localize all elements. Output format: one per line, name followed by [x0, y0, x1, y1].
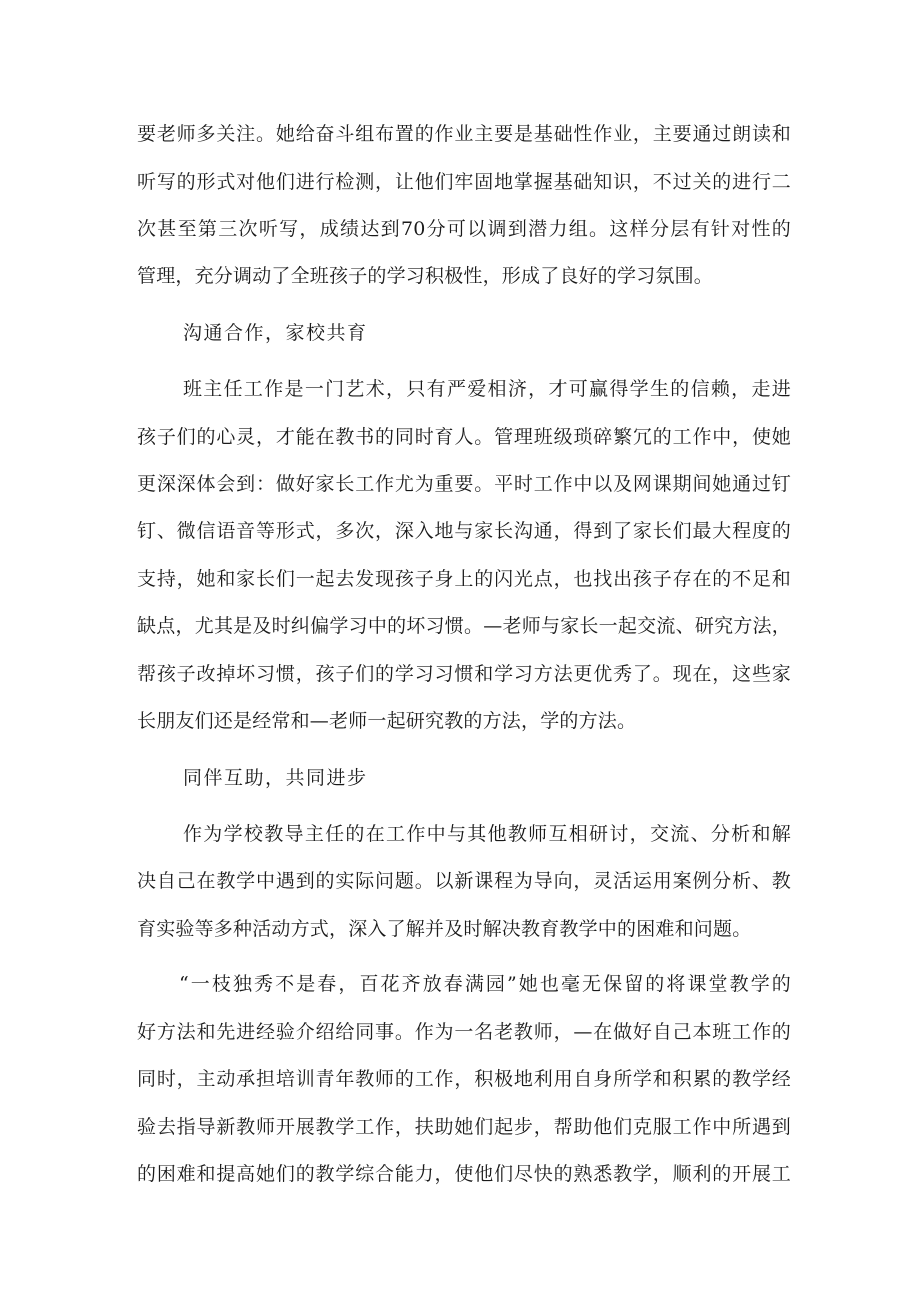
paragraph-2-line-6: 缺点，尤其是及时纠偏学习中的坏习惯。—老师与家长一起交流、研究方法，	[137, 615, 791, 637]
paragraph-1-line-4: 管理，充分调动了全班孩子的学习积极性，形成了良好的学习氛围。	[137, 265, 714, 287]
paragraph-4-line-3: 同时，主动承担培训青年教师的工作，积极地利用自身所学和积累的教学经	[137, 1068, 791, 1090]
section-heading-home-school: 沟通合作，家校共育	[183, 322, 368, 344]
paragraph-3-line-2: 决自己在教学中遇到的实际问题。以新课程为导向，灵活运用案例分析、教	[137, 870, 791, 892]
paragraph-2-line-8: 长朋友们还是经常和—老师一起研究教的方法，学的方法。	[137, 710, 637, 732]
paragraph-2-line-2: 孩子们的心灵，才能在教书的同时育人。管理班级琐碎繁冗的工作中，使她	[137, 426, 791, 448]
paragraph-3-line-1: 作为学校教导主任的在工作中与其他教师互相研讨，交流、分析和解	[183, 823, 791, 845]
paragraph-2-line-5: 支持，她和家长们一起去发现孩子身上的闪光点，也找出孩子存在的不足和	[137, 568, 791, 590]
paragraph-2-line-1: 班主任工作是一门艺术，只有严爱相济，才可赢得学生的信赖，走进	[183, 378, 791, 400]
paragraph-4-line-1: “一枝独秀不是春，百花齐放春满园”她也毫无保留的将课堂教学的	[179, 973, 791, 995]
paragraph-2-line-4: 钉、微信语音等形式，多次，深入地与家长沟通，得到了家长们最大程度的	[137, 520, 791, 542]
paragraph-3-line-3: 育实验等多种活动方式，深入了解并及时解决教育教学中的困难和问题。	[137, 918, 752, 940]
paragraph-4-line-4: 验去指导新教师开展教学工作，扶助她们起步，帮助他们克服工作中所遇到	[137, 1116, 791, 1138]
paragraph-1-line-2: 听写的形式对他们进行检测，让他们牢固地掌握基础知识，不过关的进行二	[137, 171, 791, 193]
paragraph-1-line-1: 要老师多关注。她给奋斗组布置的作业主要是基础性作业，主要通过朗读和	[137, 123, 791, 145]
section-heading-peer-support: 同伴互助，共同进步	[183, 767, 368, 789]
paragraph-4-line-5: 的困难和提高她们的教学综合能力，使他们尽快的熟悉教学，顺利的开展工	[137, 1163, 791, 1185]
paragraph-4-line-2: 好方法和先进经验介绍给同事。作为一名老教师，—在做好自己本班工作的	[137, 1021, 791, 1043]
paragraph-1-line-3: 次甚至第三次听写，成绩达到70分可以调到潜力组。这样分层有针对性的	[137, 218, 791, 240]
paragraph-2-line-3: 更深深体会到：做好家长工作尤为重要。平时工作中以及网课期间她通过钉	[137, 473, 791, 495]
paragraph-2-line-7: 帮孩子改掉坏习惯，孩子们的学习习惯和学习方法更优秀了。现在，这些家	[137, 663, 791, 685]
